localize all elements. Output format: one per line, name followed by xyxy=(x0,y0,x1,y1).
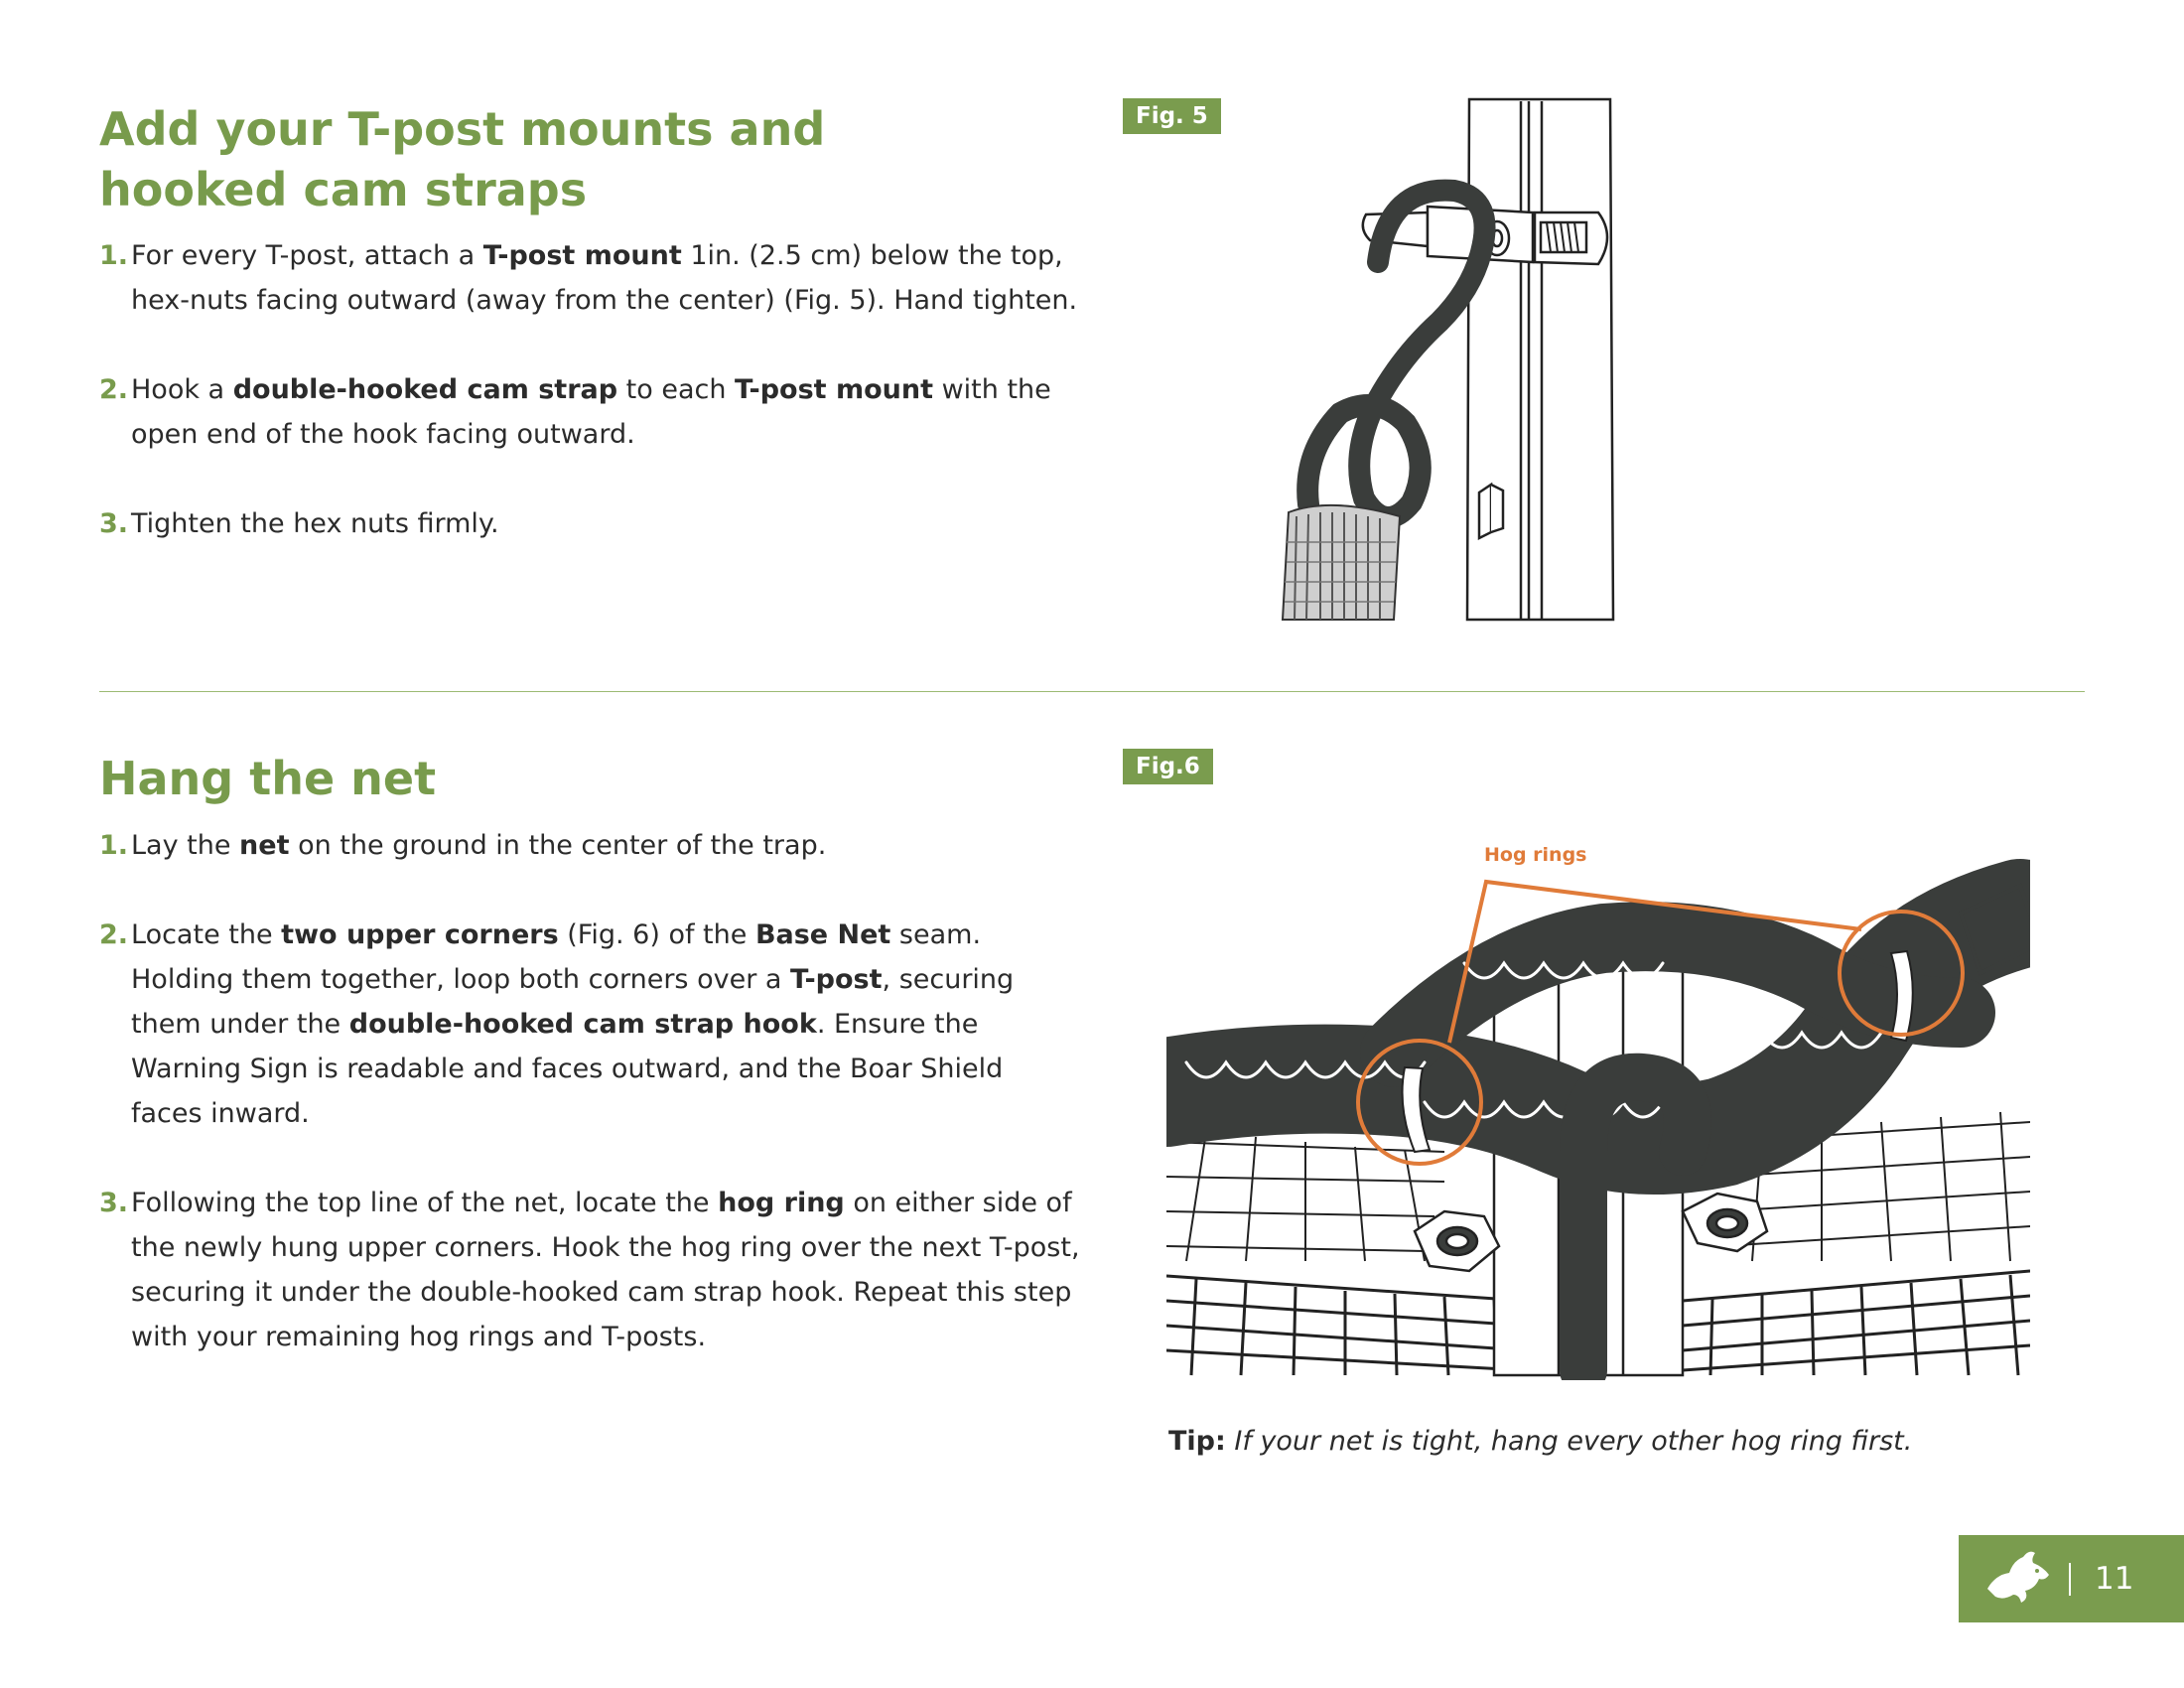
step-text: , securing them under the xyxy=(131,964,1015,1040)
hang-net-steps-list xyxy=(99,823,1082,1359)
tip-note xyxy=(1168,1422,1912,1462)
t-post-drawing xyxy=(1467,99,1613,620)
step-item xyxy=(99,823,1082,868)
step-text: seam. Holding them together, loop both corners over a xyxy=(131,919,982,995)
figure-5-illustration xyxy=(1261,95,1638,622)
page-number: 11 xyxy=(2095,1561,2134,1597)
boar-logo-icon xyxy=(1985,1545,2053,1607)
step-bold-term: hog ring xyxy=(718,1188,845,1218)
step-bold-term: T-post mount xyxy=(735,374,933,405)
step-bold-term: double-hooked cam strap hook xyxy=(348,1009,817,1040)
step-text: Lay the xyxy=(131,830,240,861)
step-text: Tighten the hex nuts firmly. xyxy=(131,508,499,539)
step-number: 1. xyxy=(99,240,129,271)
strap-webbing-drawing xyxy=(1283,505,1400,620)
hog-rings-callout-label: Hog rings xyxy=(1484,844,1587,866)
figure-6-illustration xyxy=(1166,834,2030,1380)
step-text: Hook a xyxy=(131,374,233,405)
figure-5-label: Fig. 5 xyxy=(1123,98,1221,134)
step-bold-term: Base Net xyxy=(754,919,891,950)
figure-6-label: Fig.6 xyxy=(1123,749,1213,784)
tip-text: If your net is tight, hang every other hog ring first. xyxy=(1234,1426,1913,1457)
section-divider xyxy=(99,691,2085,692)
step-number: 3. xyxy=(99,1188,129,1218)
step-bold-term: T-post xyxy=(790,964,883,995)
section-heading-hang-net: Hang the net xyxy=(99,752,437,805)
step-bold-term: net xyxy=(239,830,290,861)
step-item xyxy=(99,913,1082,1136)
tip-label: Tip: xyxy=(1168,1426,1226,1457)
step-text: Following the top line of the net, locate the xyxy=(131,1188,719,1218)
step-item xyxy=(99,1181,1082,1359)
step-bold-term: T-post mount xyxy=(482,240,682,271)
step-item xyxy=(99,367,1082,457)
footer-separator xyxy=(2069,1563,2071,1596)
step-text: with the open end of the hook facing outward. xyxy=(131,374,1051,450)
step-number: 2. xyxy=(99,919,129,950)
step-text: to each xyxy=(617,374,736,405)
section-heading-mounts: Add your T-post mounts and hooked cam straps xyxy=(99,102,826,216)
step-text: Locate the xyxy=(131,919,282,950)
step-text: 1in. (2.5 cm) below the top, hex-nuts facing outward (away from the center) (Fig. 5). Hand tighten. xyxy=(131,240,1078,316)
step-text: (Fig. 6) of the xyxy=(558,919,755,950)
step-bold-term: double-hooked cam strap xyxy=(232,374,618,405)
mount-steps-list xyxy=(99,233,1082,546)
step-text: . Ensure the Warning Sign is readable and faces outward, and the Boar Shield faces inward. xyxy=(131,1009,1004,1129)
step-text: on the ground in the center of the trap. xyxy=(289,830,827,861)
step-number: 2. xyxy=(99,374,129,405)
step-item xyxy=(99,501,1082,546)
step-text: on either side of the newly hung upper corners. Hook the hog ring over the next T-post, securing it under the double-hooked cam strap hook. Repeat this step with your remaining hog rings and T-posts. xyxy=(131,1188,1080,1352)
step-number: 1. xyxy=(99,830,129,861)
step-number: 3. xyxy=(99,508,129,539)
step-item xyxy=(99,233,1082,323)
step-text: For every T-post, attach a xyxy=(131,240,483,271)
step-bold-term: two upper corners xyxy=(281,919,559,950)
